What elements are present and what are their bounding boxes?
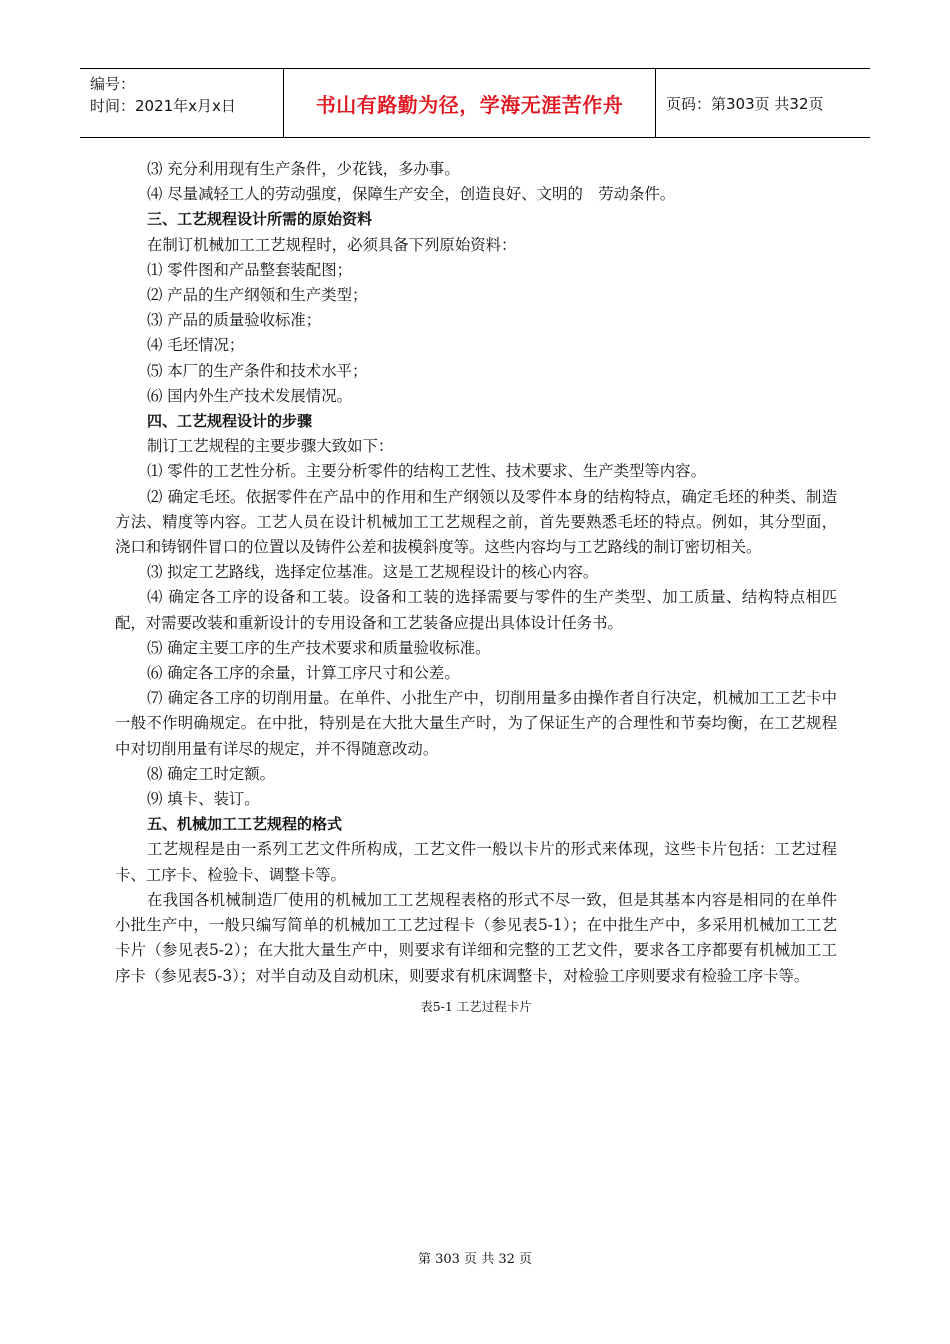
paragraph: ⑹ 确定各工序的余量，计算工序尺寸和公差。	[147, 664, 460, 683]
section-heading: 四、工艺规程设计的步骤	[147, 412, 313, 431]
header-center	[283, 69, 656, 137]
paragraph: ⑶ 拟定工艺路线，选择定位基准。这是工艺规程设计的核心内容。	[147, 563, 599, 582]
paragraph: 制订工艺规程的主要步骤大致如下：	[147, 437, 394, 456]
paragraph: ⑹ 国内外生产技术发展情况。	[147, 386, 352, 405]
page-header	[80, 68, 870, 138]
header-motto: 书山有路勤为径，学海无涯苦作舟	[315, 92, 624, 117]
header-left	[80, 69, 283, 137]
paragraph: ⑴ 零件的工艺性分析。主要分析零件的结构工艺性、技术要求、生产类型等内容。	[147, 462, 706, 481]
paragraph: ⑻ 确定工时定额。	[147, 764, 276, 783]
paragraph: ⑸ 确定主要工序的生产技术要求和质量验收标准。	[147, 638, 491, 657]
header-right	[656, 69, 870, 137]
paragraph: ⑷ 毛坯情况；	[147, 336, 245, 355]
paragraph: ⑷ 尽量减轻工人的劳动强度，保障生产安全，创造良好、文明的 劳动条件。	[147, 185, 676, 204]
paragraph: ⑵ 产品的生产纲领和生产类型；	[147, 286, 368, 305]
paragraph: ⑶ 产品的质量验收标准；	[147, 311, 322, 330]
header-page-info: 页码：第303页 共32页	[666, 94, 824, 113]
paragraph: ⑸ 本厂的生产条件和技术水平；	[147, 361, 368, 380]
paragraph: 在我国各机械制造厂使用的机械加工工艺规程表格的形式不尽一致，但是其基本内容是相同的在单件小批生产中，一般只编写简单的机械加工工艺过程卡（参见表5-1）；在中批生产中，多采用机械加工工艺卡片（参见表5-2）；在大批大量生产中，则要求有详细和完整的工艺文件，要求各工序都要有机械加工工序卡（参见表5-3）；对半自动及自动机床，则要求有机床调整卡，对检验工序则要求有检验工序卡等。	[115, 890, 837, 985]
paragraph: 在制订机械加工工艺规程时，必须具备下列原始资料：	[147, 235, 517, 254]
paragraph: ⑷ 确定各工序的设备和工装。设备和工装的选择需要与零件的生产类型、加工质量、结构特点相匹配，对需要改装和重新设计的专用设备和工艺装备应提出具体设计任务书。	[115, 588, 837, 632]
paragraph: 工艺规程是由一系列工艺文件所构成，工艺文件一般以卡片的形式来体现，这些卡片包括：工艺过程卡、工序卡、检验卡、调整卡等。	[115, 840, 837, 884]
document-number-label: 编号：	[90, 75, 136, 93]
section-heading: 三、工艺规程设计所需的原始资料	[147, 210, 373, 229]
paragraph: ⑴ 零件图和产品整套装配图；	[147, 260, 352, 279]
page-footer: 第 303 页 共 32 页	[417, 1252, 533, 1267]
document-time-label: 时间：2021年x月x日	[90, 97, 236, 115]
section-heading: 五、机械加工工艺规程的格式	[147, 815, 343, 834]
paragraph: ⑶ 充分利用现有生产条件，少花钱，多办事。	[147, 160, 460, 178]
document-body	[115, 157, 837, 1017]
table-caption: 表5-1 工艺过程卡片	[420, 998, 532, 1014]
paragraph: ⑼ 填卡、装订。	[147, 790, 260, 809]
paragraph: ⑵ 确定毛坯。依据零件在产品中的作用和生产纲领以及零件本身的结构特点，确定毛坯的种类、制造方法、精度等内容。工艺人员在设计机械加工工艺规程之前，首先要熟悉毛坯的特点。例如，其分型面，浇口和铸钢件冒口的位置以及铸件公差和拔模斜度等。这些内容均与工艺路线的制订密切相关。	[115, 487, 837, 557]
paragraph: ⑺ 确定各工序的切削用量。在单件、小批生产中，切削用量多由操作者自行决定，机械加工工艺卡中一般不作明确规定。在中批，特别是在大批大量生产时，为了保证生产的合理性和节奏均衡，在工艺规程中对切削用量有详尽的规定，并不得随意改动。	[115, 689, 837, 758]
